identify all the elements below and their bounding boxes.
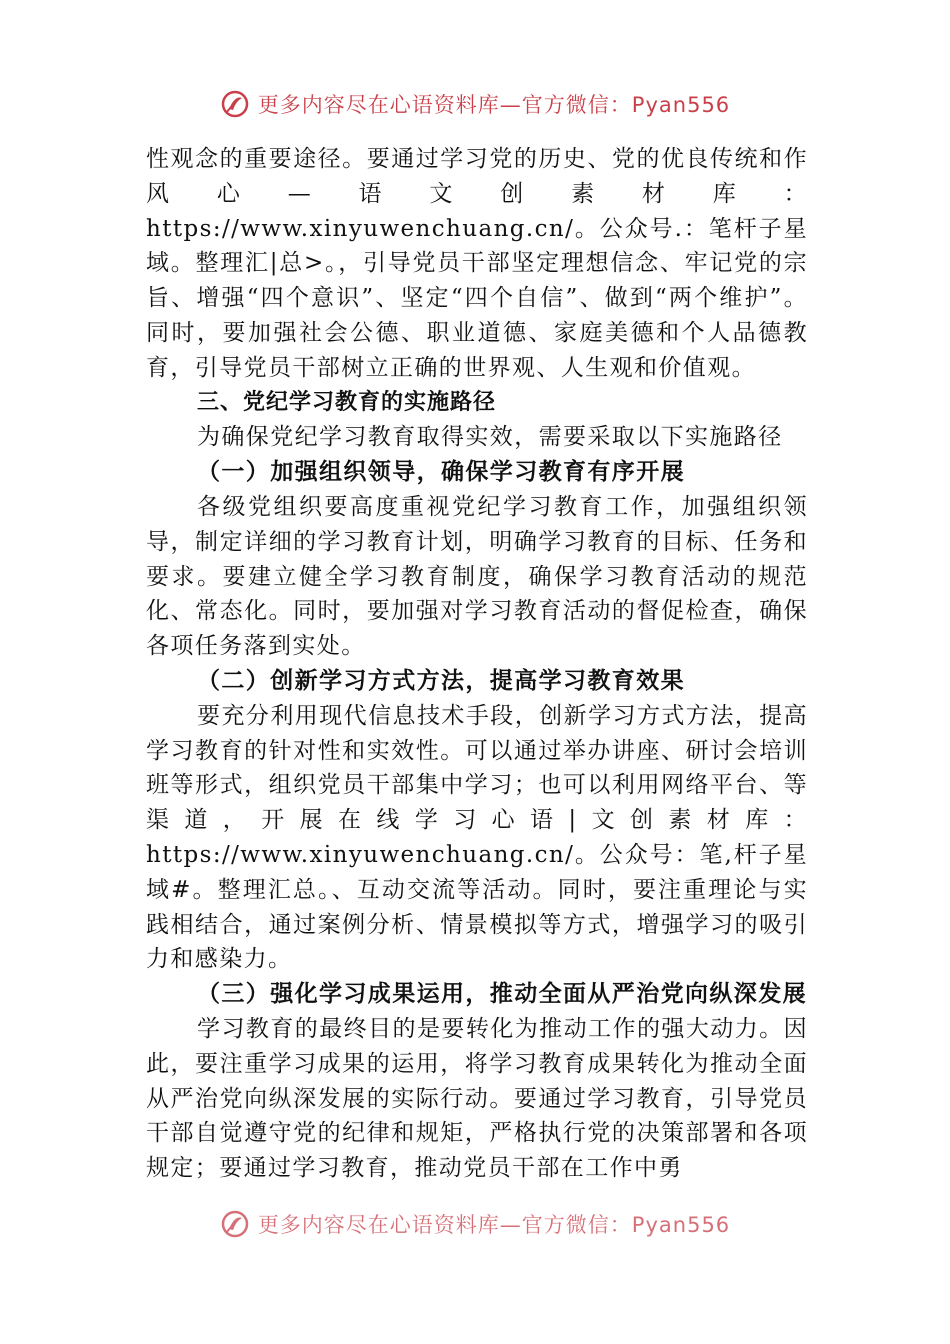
paragraph-2: 各级党组织要高度重视党纪学习教育工作，加强组织领导，制定详细的学习教育计划，明确学习教育的目标、任务和要求。要建立健全学习教育制度，确保学习教育活动的规范化、常态化。同时，要加强对学习教育活动的督促检查，确保各项任务落到实处。 [146, 493, 808, 660]
subheading-1: （一）加强组织领导，确保学习教育有序开展 [197, 458, 685, 486]
subheading-3: （三）强化学习成果运用，推动全面从严治党向纵深发展 [197, 980, 807, 1008]
paragraph-3: 要充分利用现代信息技术手段，创新学习方式方法，提高学习教育的针对性和实效性。可以通过举办讲座、研讨会培训班等形式，组织党员干部集中学习；也可以利用网络平台、等渠道，开展在线学习心语|文创素材库：https://www.xinyuwenchuang.cn/。公众号：笔,杆子星域#。整理汇总。、互动交流等活动。同时，要注重理论与实践相结合，通过案例分析、情景模拟等方式，增强学习的吸引力和感染力。 [146, 702, 808, 973]
logo-icon [220, 1209, 250, 1239]
document-body [146, 142, 808, 1186]
header-watermark [0, 84, 950, 124]
logo-icon [220, 89, 250, 119]
paragraph-1: 性观念的重要途径。要通过学习党的历史、党的优良传统和作风心—语文创素材库：https://www.xinyuwenchuang.cn/。公众号.：笔杆子星域。整理汇|总>。，引导党员干部坚定理想信念、牢记党的宗旨、增强“四个意识”、坚定“四个自信”、做到“两个维护”。同时，要加强社会公德、职业道德、家庭美德和个人品德教育，引导党员干部树立正确的世界观、人生观和价值观。 [146, 146, 808, 381]
section-heading: 三、党纪学习教育的实施路径 [197, 389, 497, 415]
footer-watermark [0, 1204, 950, 1244]
paragraph-4: 学习教育的最终目的是要转化为推动工作的强大动力。因此，要注重学习成果的运用，将学习教育成果转化为推动全面从严治党向纵深发展的实际行动。要通过学习教育，引导党员干部自觉遵守党的纪律和规矩，严格执行党的决策部署和各项规定；要通过学习教育，推动党员干部在工作中勇 [146, 1015, 808, 1182]
paragraph-intro: 为确保党纪学习教育取得实效，需要采取以下实施路径 [197, 424, 783, 451]
subheading-2: （二）创新学习方式方法，提高学习教育效果 [197, 666, 685, 694]
footer-watermark-text: 更多内容尽在心语资料库—官方微信：Pyan556 [257, 1213, 731, 1237]
header-watermark-text: 更多内容尽在心语资料库—官方微信：Pyan556 [257, 93, 731, 117]
